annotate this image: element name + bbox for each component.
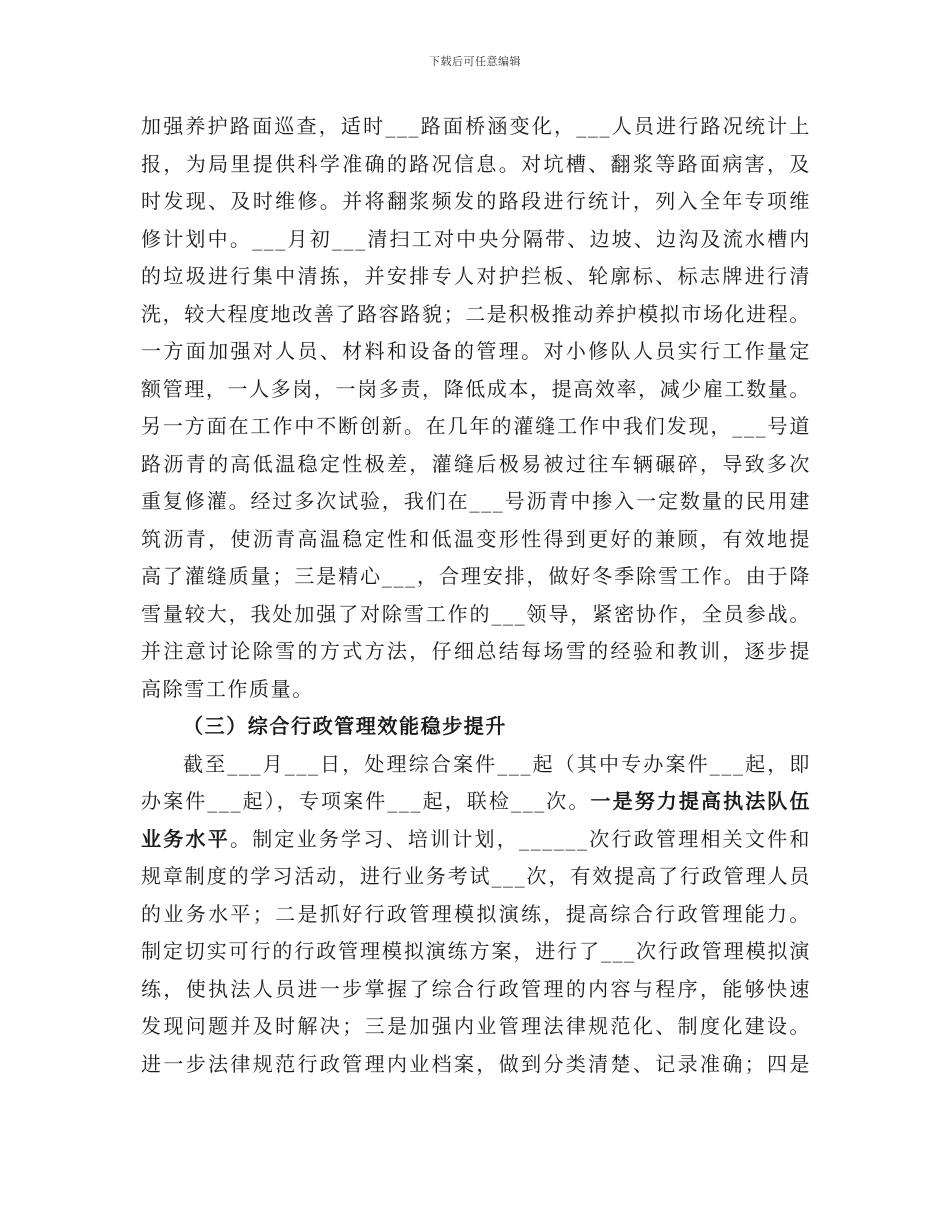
text-line: 制定切实可行的行政管理模拟演练方案，进行了___次行政管理模拟演 — [141, 939, 811, 963]
text-line: 筑沥青，使沥青高温稳定性和低温变形性得到更好的兼顾，有效地提 — [141, 526, 811, 551]
text-line: 时发现、及时维修。并将翻浆频发的路段进行统计，列入全年专项维 — [141, 189, 811, 213]
text-line: 截至___月___日，处理综合案件___起（其中专办案件___起，即 — [183, 751, 811, 776]
text-line: 修计划中。___月初___清扫工对中央分隔带、边坡、边沟及流水槽内 — [141, 226, 811, 251]
text-line — [141, 783, 811, 821]
text-line: 重复修灌。经过多次试验，我们在___号沥青中掺入一定数量的民用建 — [141, 489, 811, 513]
text-line: 发现问题并及时解决；三是加强内业管理法律规范化、制度化建设。 — [141, 1014, 811, 1038]
bold-text-run: 一是努力提高执法队伍 — [590, 789, 811, 813]
text-line: 规章制度的学习活动，进行业务考试___次，有效提高了行政管理人员 — [141, 864, 811, 888]
text-line: 额管理，一人多岗，一岗多责，降低成本，提高效率，减少雇工数量。 — [141, 376, 811, 401]
text-line — [141, 821, 811, 859]
text-line: 高了灌缝质量；三是精心___，合理安排，做好冬季除雪工作。由于降 — [141, 564, 811, 588]
text-line: 雪量较大，我处加强了对除雪工作的___领导，紧密协作，全员参战。 — [141, 601, 811, 626]
text-line: 另一方面在工作中不断创新。在几年的灌缝工作中我们发现，___号道 — [141, 414, 811, 438]
text-line: 报，为局里提供科学准确的路况信息。对坑槽、翻浆等路面病害，及 — [141, 151, 811, 176]
text-line: 的垃圾进行集中清拣，并安排专人对护拦板、轮廓标、标志牌进行清 — [141, 264, 811, 288]
paragraph-road-maintenance — [141, 108, 811, 708]
text-line: 洗，较大程度地改善了路容路貌；二是积极推动养护模拟市场化进程。 — [141, 301, 811, 326]
text-run: 。制定业务学习、培训计划，______次行政管理相关文件和 — [229, 826, 811, 851]
text-line: 高除雪工作质量。 — [141, 676, 314, 701]
text-line: 一方面加强对人员、材料和设备的管理。对小修队人员实行工作量定 — [141, 339, 811, 363]
page-header: 下载后可任意编辑 — [429, 55, 521, 68]
text-line: 并注意讨论除雪的方式方法，仔细总结每场雪的经验和教训，逐步提 — [141, 639, 811, 663]
text-line: 练，使执法人员进一步掌握了综合行政管理的内容与程序，能够快速 — [141, 976, 811, 1001]
bold-text-run: 业务水平 — [141, 826, 230, 851]
section-heading: （三）综合行政管理效能稳步提升 — [183, 714, 507, 738]
text-run: 办案件___起），专项案件___起，联检___次。 — [141, 789, 591, 813]
document-body — [141, 108, 811, 1083]
paragraph-administrative-management — [141, 746, 811, 1084]
text-line: 进一步法律规范行政管理内业档案，做到分类清楚、记录准确；四是 — [141, 1051, 811, 1076]
text-line: 路沥青的高低温稳定性极差，灌缝后极易被过往车辆碾碎，导致多次 — [141, 451, 811, 476]
text-line: 的业务水平；二是抓好行政管理模拟演练，提高综合行政管理能力。 — [141, 901, 811, 926]
text-line: 加强养护路面巡查，适时___路面桥涵变化，___人员进行路况统计上 — [141, 114, 811, 138]
